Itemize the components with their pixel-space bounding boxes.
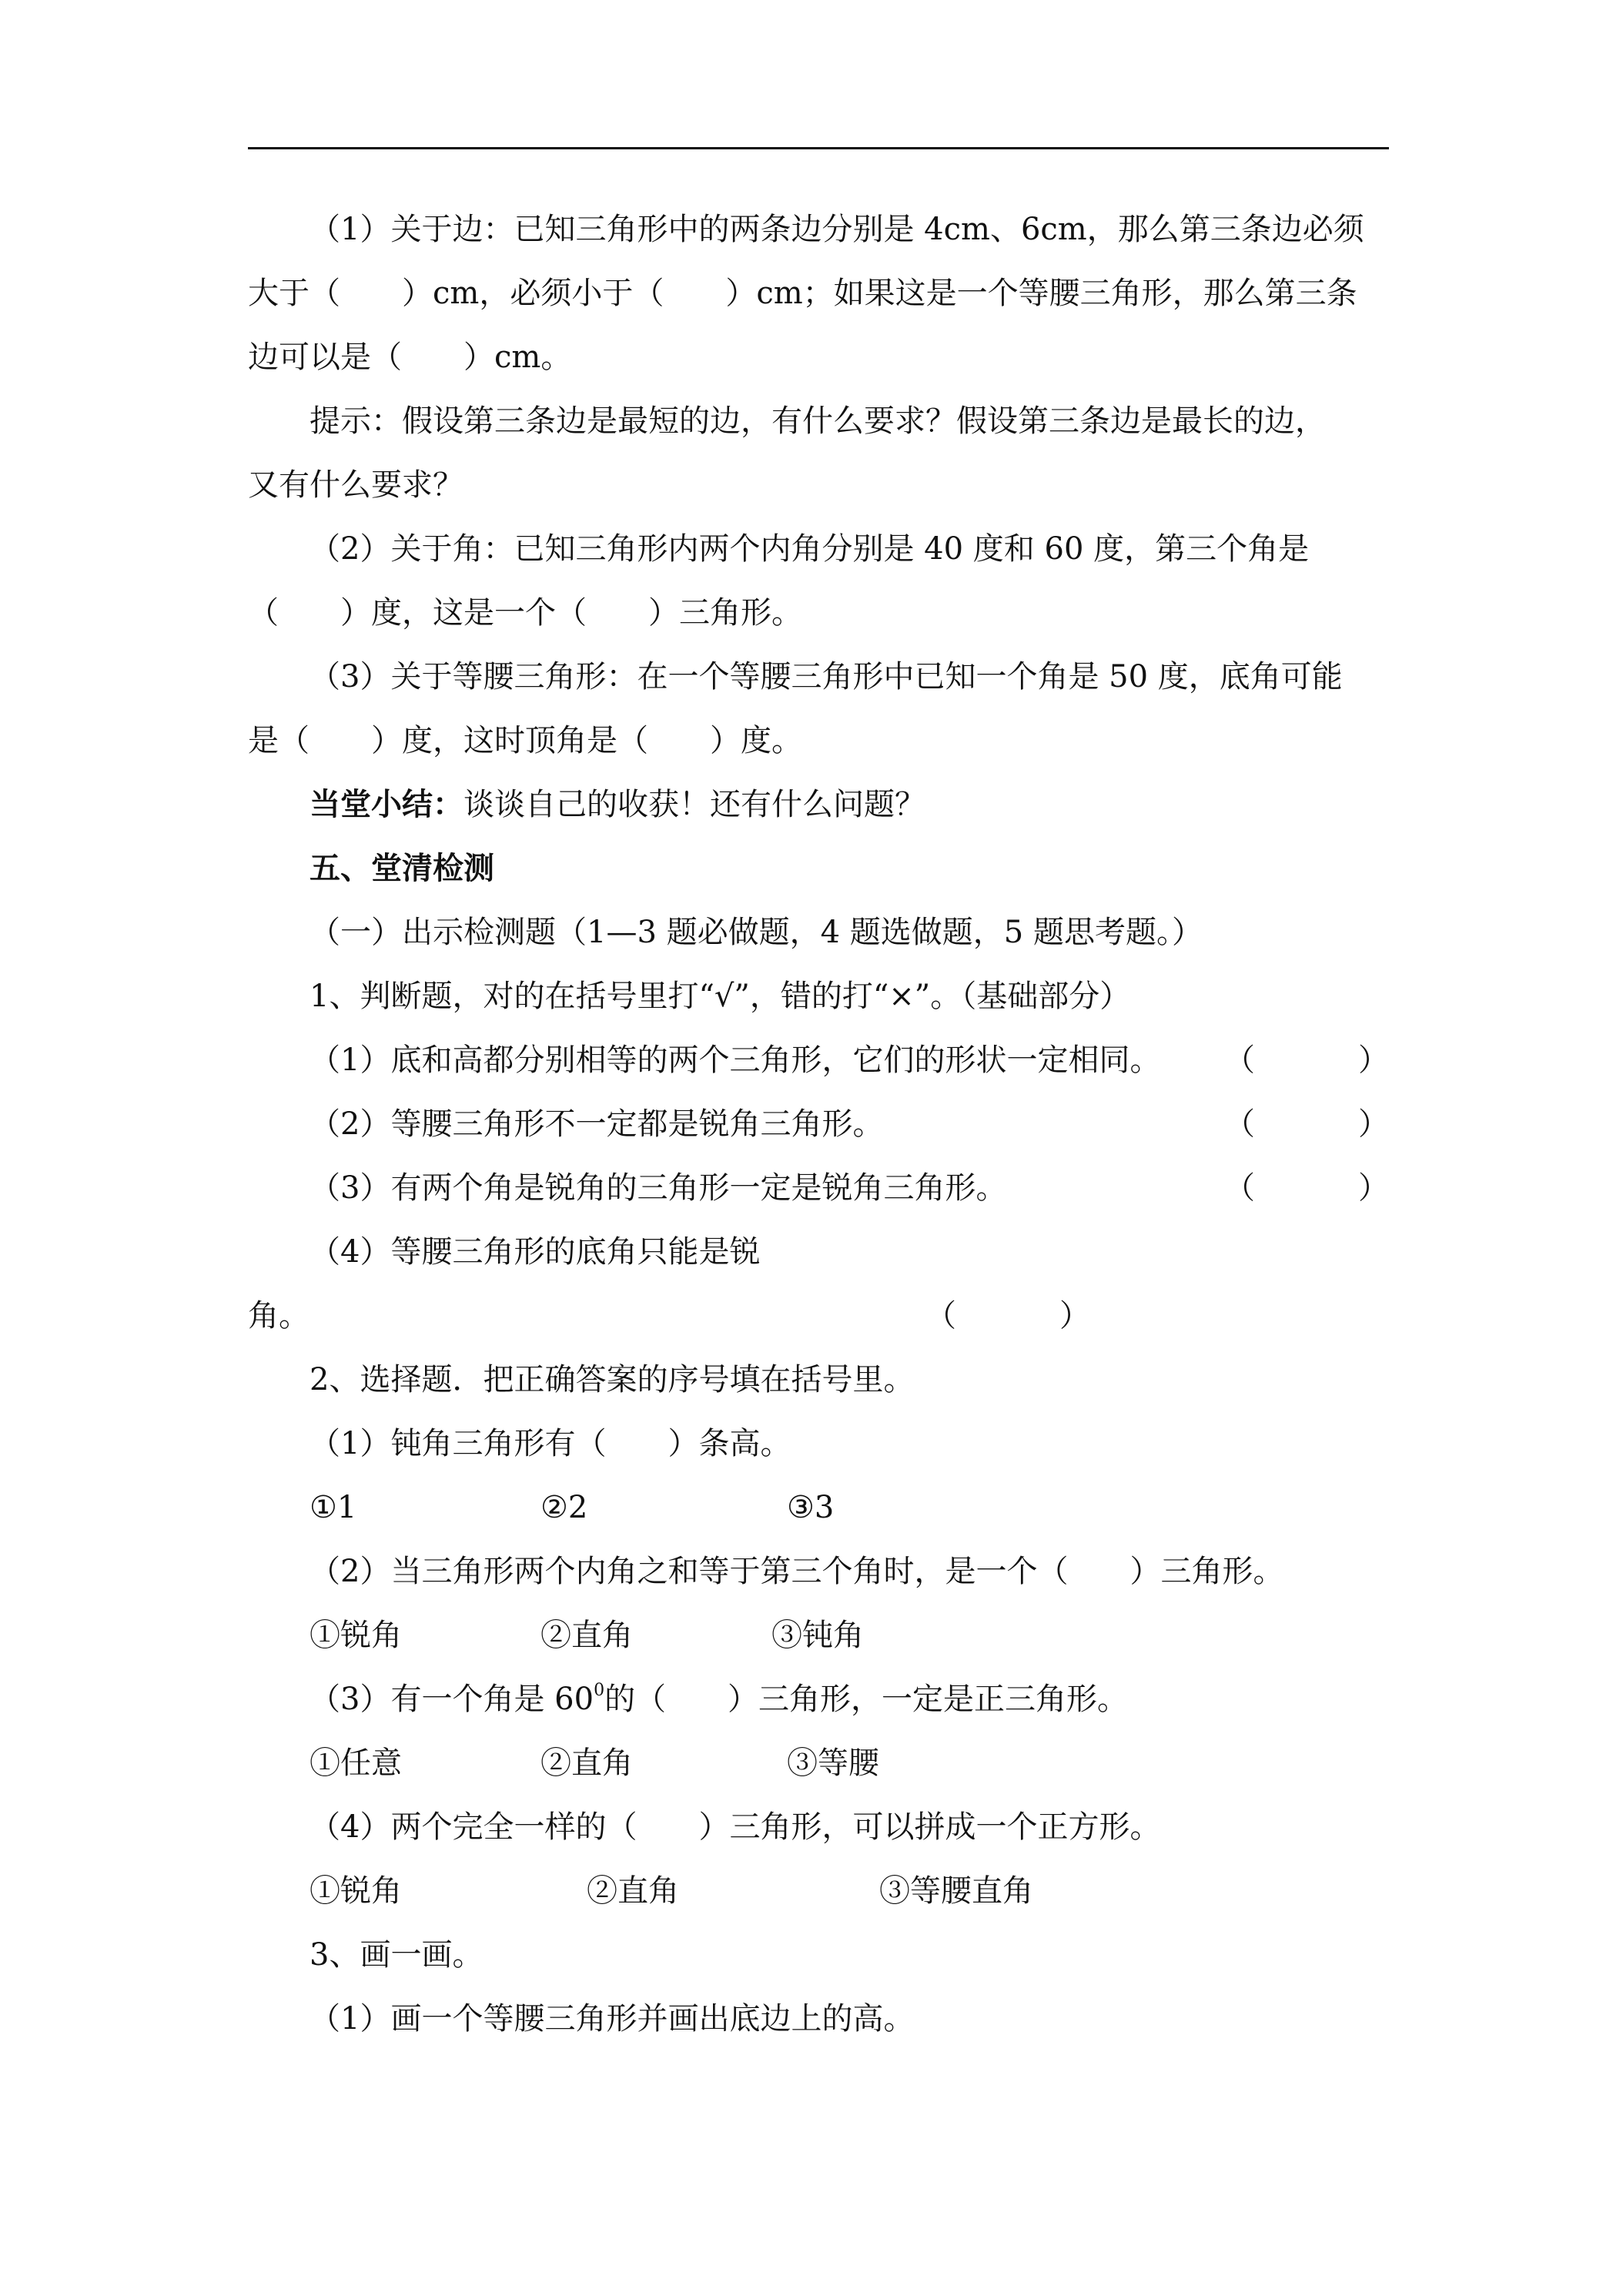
answer-paren-close: ） — [1358, 1043, 1389, 1078]
answer-paren-open: （ — [1224, 1106, 1255, 1142]
text-line: （3）关于等腰三角形：在一个等腰三角形中已知一个角是 50 度，底角可能 — [310, 659, 1343, 694]
choice-question — [310, 1679, 1128, 1725]
choice-option: ③等腰直角 — [879, 1873, 1033, 1909]
section-heading: 五、堂清检测 — [310, 850, 494, 886]
judge-item: （4）等腰三角形的底角只能是锐 — [310, 1234, 761, 1270]
judge-item: （1）底和高都分别相等的两个三角形，它们的形状一定相同。 — [310, 1043, 1161, 1078]
q3-text-post: 的（ ）三角形，一定是正三角形。 — [604, 1682, 1129, 1717]
text-line: 2、选择题．把正确答案的序号填在括号里。 — [310, 1362, 915, 1397]
text-line: （2）关于角：已知三角形内两个内角分别是 40 度和 60 度，第三个角是 — [310, 531, 1310, 567]
judge-item: （3）有两个角是锐角的三角形一定是锐角三角形。 — [310, 1170, 1007, 1206]
choice-question: （1）钝角三角形有（ ）条高。 — [310, 1426, 791, 1461]
choice-question: （2）当三角形两个内角之和等于第三个角时，是一个（ ）三角形。 — [310, 1554, 1284, 1589]
judge-item: （2）等腰三角形不一定都是锐角三角形。 — [310, 1106, 884, 1142]
text-line: （1）关于边：已知三角形中的两条边分别是 4cm、6cm，那么第三条边必须 — [310, 212, 1364, 247]
text-line: 又有什么要求？ — [248, 467, 463, 503]
choice-option: ③3 — [787, 1490, 835, 1525]
answer-paren-close: ） — [1358, 1170, 1389, 1206]
answer-paren-open: （ — [925, 1298, 956, 1334]
choice-option: ①锐角 — [310, 1618, 402, 1653]
summary-line — [310, 785, 925, 825]
text-line: 大于（ ）cm，必须小于（ ）cm；如果这是一个等腰三角形，那么第三条 — [248, 276, 1357, 311]
header-rule — [248, 147, 1389, 149]
answer-paren-close: ） — [1358, 1106, 1389, 1142]
summary-label: 当堂小结： — [310, 786, 463, 822]
answer-paren-open: （ — [1224, 1043, 1255, 1078]
text-line: 是（ ）度，这时顶角是（ ）度。 — [248, 723, 802, 758]
choice-option: ②2 — [540, 1490, 588, 1525]
text-line: （ ）度，这是一个（ ）三角形。 — [248, 595, 802, 631]
choice-option: ②直角 — [540, 1618, 633, 1653]
text-line: 3、画一画。 — [310, 1937, 484, 1973]
choice-option: ②直角 — [540, 1745, 633, 1781]
choice-option: ①1 — [310, 1490, 357, 1525]
answer-paren-open: （ — [1224, 1170, 1255, 1206]
answer-paren-close: ） — [1059, 1298, 1090, 1334]
choice-question: （4）两个完全一样的（ ）三角形，可以拼成一个正方形。 — [310, 1809, 1161, 1845]
summary-text: 谈谈自己的收获！还有什么问题？ — [463, 787, 925, 822]
q3-text-pre: （3）有一个角是 60 — [310, 1682, 594, 1717]
text-line: 提示：假设第三条边是最短的边，有什么要求？假设第三条边是最长的边， — [310, 403, 1326, 439]
choice-option: ②直角 — [587, 1873, 679, 1909]
text-line: （1）画一个等腰三角形并画出底边上的高。 — [310, 2001, 915, 2037]
text-line: （一）出示检测题（1—3 题必做题，4 题选做题，5 题思考题。） — [310, 915, 1203, 950]
judge-item-cont: 角。 — [248, 1298, 310, 1334]
choice-option: ①锐角 — [310, 1873, 402, 1909]
text-line: 1、判断题，对的在括号里打“√”，错的打“×”。（基础部分） — [310, 979, 1131, 1014]
degree-superscript: 0 — [594, 1681, 605, 1700]
text-line: 边可以是（ ）cm。 — [248, 340, 572, 375]
choice-option: ③钝角 — [771, 1618, 864, 1653]
choice-option: ③等腰 — [787, 1745, 879, 1781]
choice-option: ①任意 — [310, 1745, 402, 1781]
